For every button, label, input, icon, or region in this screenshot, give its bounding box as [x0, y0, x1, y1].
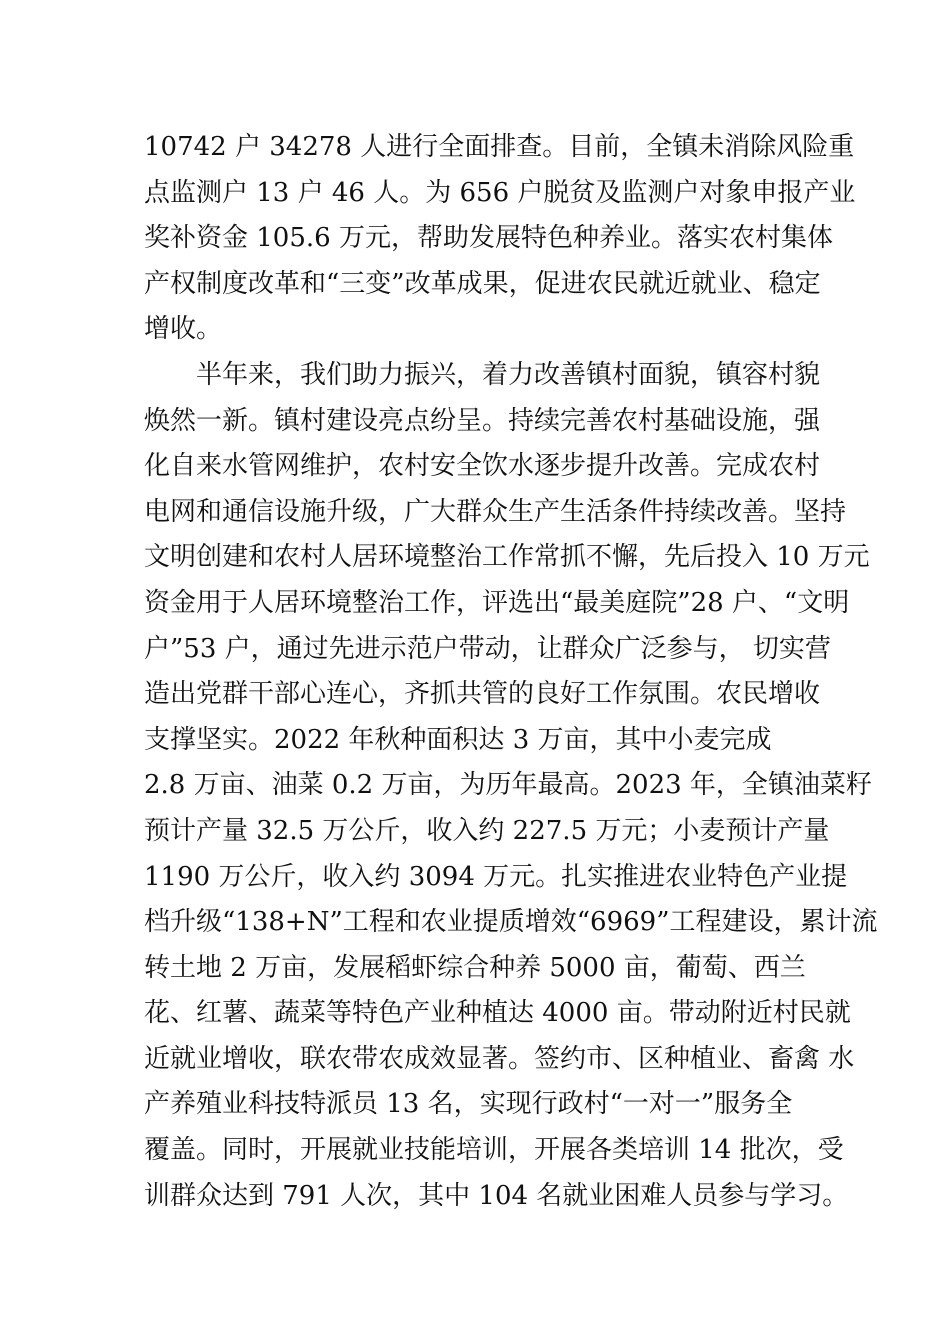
text-line: 训群众达到 791 人次，其中 104 名就业困难人员参与学习。: [144, 1180, 849, 1211]
text-line: 10742 户 34278 人进行全面排查。目前，全镇未消除风险重: [144, 132, 855, 162]
text-line: 资金用于人居环境整治工作，评选出“最美庭院”28 户、“文明: [144, 587, 850, 618]
text-line: 预计产量 32.5 万公斤，收入约 227.5 万元；小麦预计产量: [144, 815, 830, 846]
text-line: 文明创建和农村人居环境整治工作常抓不懈，先后投入 10 万元: [144, 542, 870, 573]
text-line: 奖补资金 105.6 万元，帮助发展特色种养业。落实农村集体: [144, 223, 833, 254]
text-line: 电网和通信设施升级，广大群众生产生活条件持续改善。坚持: [144, 496, 847, 527]
body-text: [144, 125, 878, 1219]
text-line: 产权制度改革和“三变”改革成果，促进农民就近就业、稳定: [144, 268, 821, 299]
text-line: 花、红薯、蔬菜等特色产业种植达 4000 亩。带动附近村民就: [144, 998, 851, 1029]
text-line: 支撑坚实。2022 年秋种面积达 3 万亩，其中小麦完成: [144, 724, 772, 755]
text-line: 近就业增收，联农带农成效显著。签约市、区种植业、畜禽 水: [144, 1043, 855, 1074]
text-line: 2.8 万亩、油菜 0.2 万亩，为历年最高。2023 年，全镇油菜籽: [144, 770, 872, 801]
text-line: 造出党群干部心连心，齐抓共管的良好工作氛围。农民增收: [144, 679, 821, 710]
text-line: 化自来水管网维护，农村安全饮水逐步提升改善。完成农村: [144, 451, 821, 482]
text-line: 档升级“138+N”工程和农业提质增效“6969”工程建设，累计流: [144, 907, 878, 938]
text-line: 点监测户 13 户 46 人。为 656 户脱贫及监测户对象申报产业: [144, 177, 856, 208]
text-line: 增收。: [144, 314, 223, 345]
text-line: 产养殖业科技特派员 13 名，实现行政村“一对一”服务全: [144, 1089, 793, 1120]
paragraph-2: [144, 353, 878, 1219]
text-line-indented: 半年来，我们助力振兴，着力改善镇村面貌，镇容村貌: [196, 359, 821, 390]
paragraph-1: [144, 125, 856, 353]
text-line: 1190 万公斤，收入约 3094 万元。扎实推进农业特色产业提: [144, 861, 848, 892]
text-line: 转土地 2 万亩，发展稻虾综合种养 5000 亩，葡萄、西兰: [144, 952, 806, 983]
text-line: 焕然一新。镇村建设亮点纷呈。持续完善农村基础设施，强: [144, 405, 821, 436]
text-line: 覆盖。同时，开展就业技能培训，开展各类培训 14 批次，受: [144, 1135, 844, 1166]
text-line: 户”53 户，通过先进示范户带动，让群众广泛参与， 切实营: [144, 633, 831, 664]
